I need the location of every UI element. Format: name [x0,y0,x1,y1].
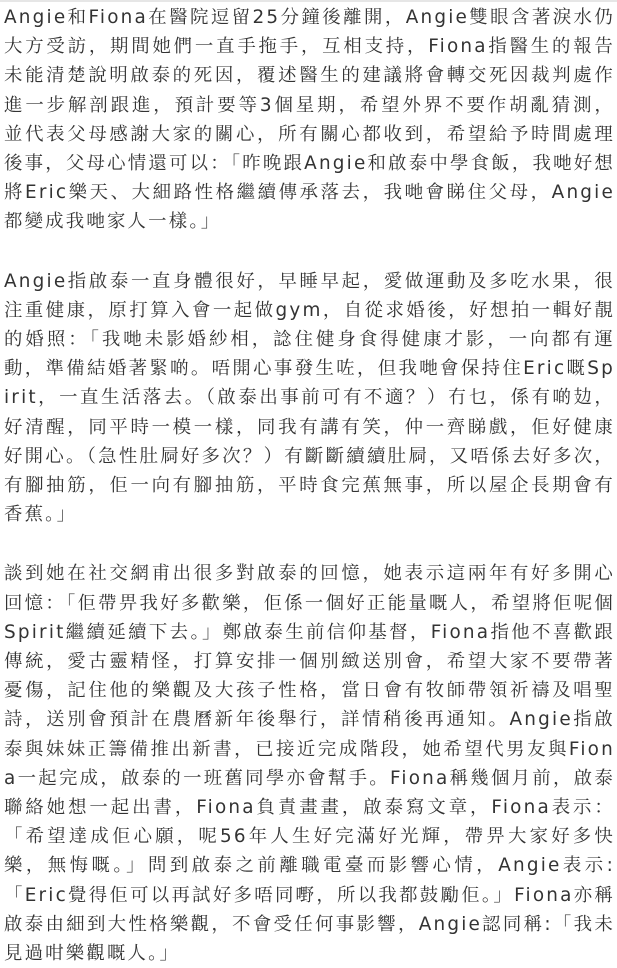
article-paragraph: Angie和Fiona在醫院逗留25分鐘後離開，Angie雙眼含著淚水仍大方受訪，期間她們一直手拖手，互相支持，Fiona指醫生的報告未能清楚說明啟泰的死因，覆述醫生的建議將會轉交死因裁判處作進一步解剖跟進，預計要等3個星期，希望外界不要作胡亂猜測，並代表父母感謝大家的關心，所有關心都收到，希望給予時間處理後事，父母心情還可以：「昨晚跟Angie和啟泰中學食飯，我哋好想將Eric樂天、大細路性格繼續傳承落去，我哋會睇住父母，Angie都變成我哋家人一樣。」 [4,7,615,233]
article-paragraph: Angie指啟泰一直身體很好，早睡早起，愛做運動及多吃水果，很注重健康，原打算入會一起做gym，自從求婚後，好想拍一輯好靚的婚照：「我哋未影婚紗相，諗住健身食得健康才影，一向都有運動，準備結婚著緊啲。唔開心事發生咗，但我哋會保持住Eric嘅Spirit，一直生活落去。（啟泰出事前可有不適？）冇乜，係有啲攰，好清醒，同平時一模一樣，同我有講有笑，仲一齊睇戲，佢好健康好開心。（急性肚屙好多次？）有斷斷續續肚屙，又唔係去好多次，有腳抽筋，佢一向有腳抽筋，平時食完蕉無事，所以屋企長期會有香蕉。」 [4,270,615,526]
article-paragraph: 談到她在社交網甫出很多對啟泰的回憶，她表示這兩年有好多開心回憶：「佢帶畀我好多歡樂，佢係一個好正能量嘅人，希望將佢呢個Spirit繼續延續下去。」鄭啟泰生前信仰基督，Fiona指他不喜歡跟傳統，愛古靈精怪，打算安排一個別緻送別會，希望大家不要帶著憂傷，記住他的樂觀及大孩子性格，當日會有牧師帶領祈禱及唱聖詩，送別會預計在農曆新年後舉行，詳情稍後再通知。Angie指啟泰與妹妹正籌備推出新書，已接近完成階段，她希望代男友與Fiona一起完成，啟泰的一班舊同學亦會幫手。Fiona稱幾個月前，啟泰聯絡她想一起出書，Fiona負責畫畫，啟泰寫文章，Fiona表示：「希望達成佢心願，呢56年人生好完滿好光輝，帶畀大家好多快樂，無悔嘅。」問到啟泰之前離職電臺而影響心情，Angie表示:「Eric覺得佢可以再試好多唔同嘢，所以我都鼓勵佢。」Fiona亦稱啟泰由細到大性格樂觀，不會受任何事影響，Angie認同稱:「我未見過咁樂觀嘅人。」 [4,563,615,965]
article-body [0,2,617,968]
